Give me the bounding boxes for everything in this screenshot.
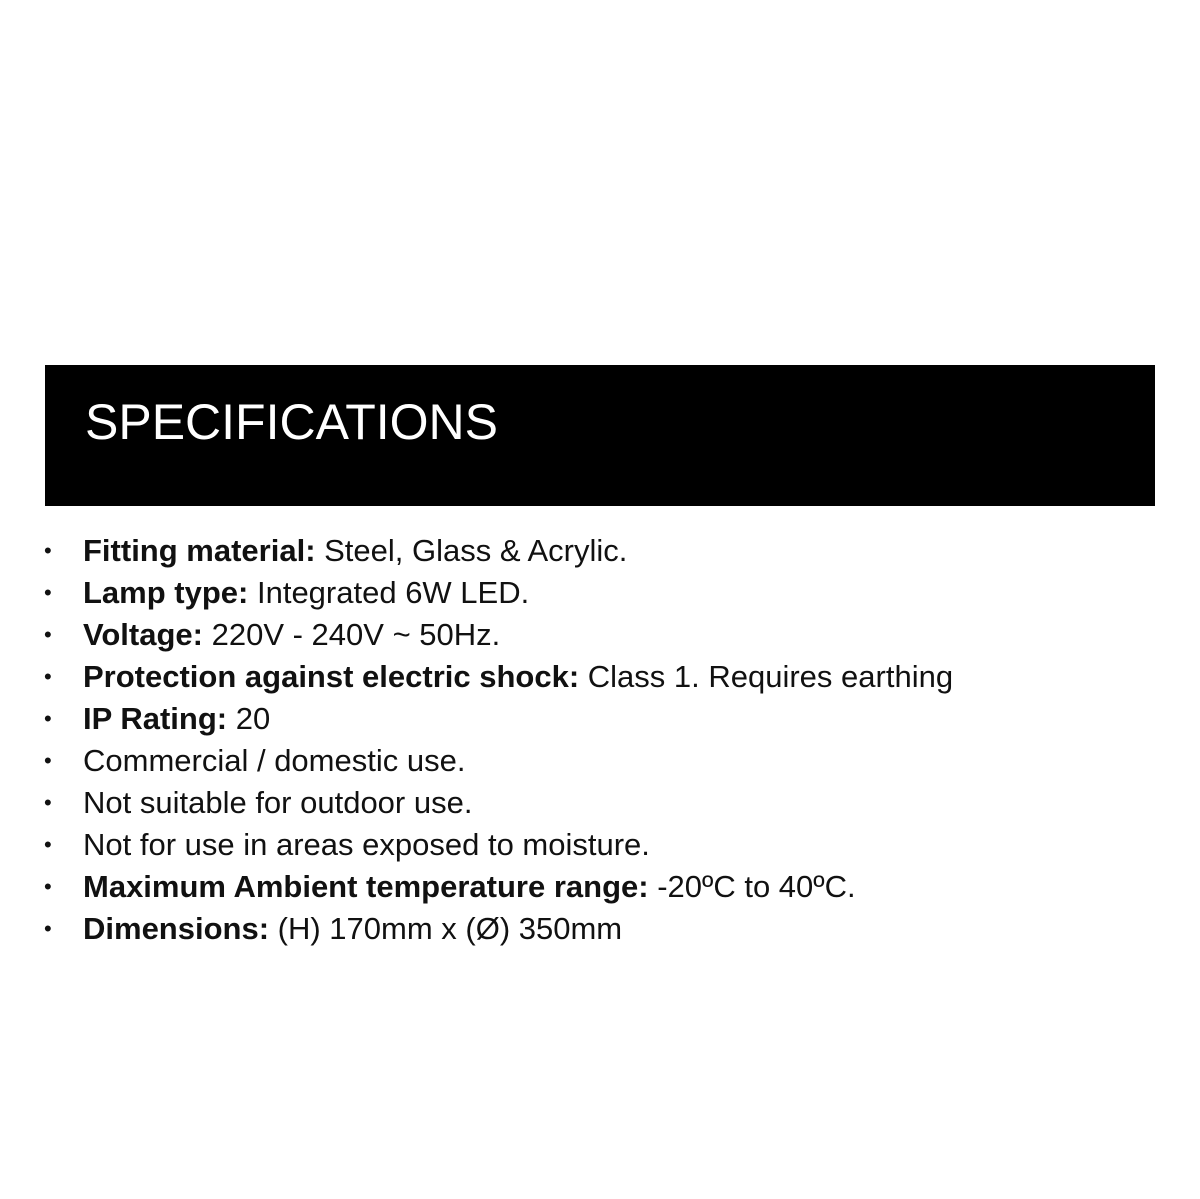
bullet-icon: • [44, 664, 52, 689]
page-title: SPECIFICATIONS [85, 394, 499, 450]
spec-label: Maximum Ambient temperature range: [83, 869, 649, 904]
bullet-icon: • [44, 916, 52, 941]
spec-value: -20ºC to 40ºC. [648, 869, 856, 904]
bullet-icon: • [44, 832, 52, 857]
spec-label: Fitting material: [83, 533, 316, 568]
bullet-icon: • [44, 580, 52, 605]
spec-text [83, 866, 856, 908]
spec-text [83, 614, 500, 656]
spec-label: IP Rating: [83, 701, 228, 736]
spec-label: Voltage: [83, 617, 203, 652]
spec-label: Protection against electric shock: [83, 659, 580, 694]
spec-value: Not suitable for outdoor use. [83, 785, 473, 820]
spec-text [83, 572, 529, 614]
spec-value: Commercial / domestic use. [83, 743, 466, 778]
spec-value: Class 1. Requires earthing [579, 659, 954, 694]
spec-value: (H) 170mm x (Ø) 350mm [269, 911, 623, 946]
spec-value: 20 [227, 701, 271, 736]
spec-text [83, 530, 627, 572]
bullet-icon: • [44, 790, 52, 815]
spec-text [83, 698, 270, 740]
spec-text [83, 782, 472, 824]
spec-text [83, 908, 622, 950]
spec-value: Integrated 6W LED. [248, 575, 530, 610]
spec-label: Dimensions: [83, 911, 270, 946]
bullet-icon: • [44, 622, 52, 647]
bullet-icon: • [44, 748, 52, 773]
spec-text [83, 740, 465, 782]
bullet-icon: • [44, 706, 52, 731]
bullet-icon: • [44, 874, 52, 899]
spec-text [83, 656, 953, 698]
spec-value: Steel, Glass & Acrylic. [315, 533, 628, 568]
specifications-header-bar [45, 365, 1155, 506]
spec-label: Lamp type: [83, 575, 249, 610]
spec-value: Not for use in areas exposed to moisture. [83, 827, 650, 862]
spec-value: 220V - 240V ~ 50Hz. [203, 617, 501, 652]
spec-text [83, 824, 650, 866]
bullet-icon: • [44, 538, 52, 563]
